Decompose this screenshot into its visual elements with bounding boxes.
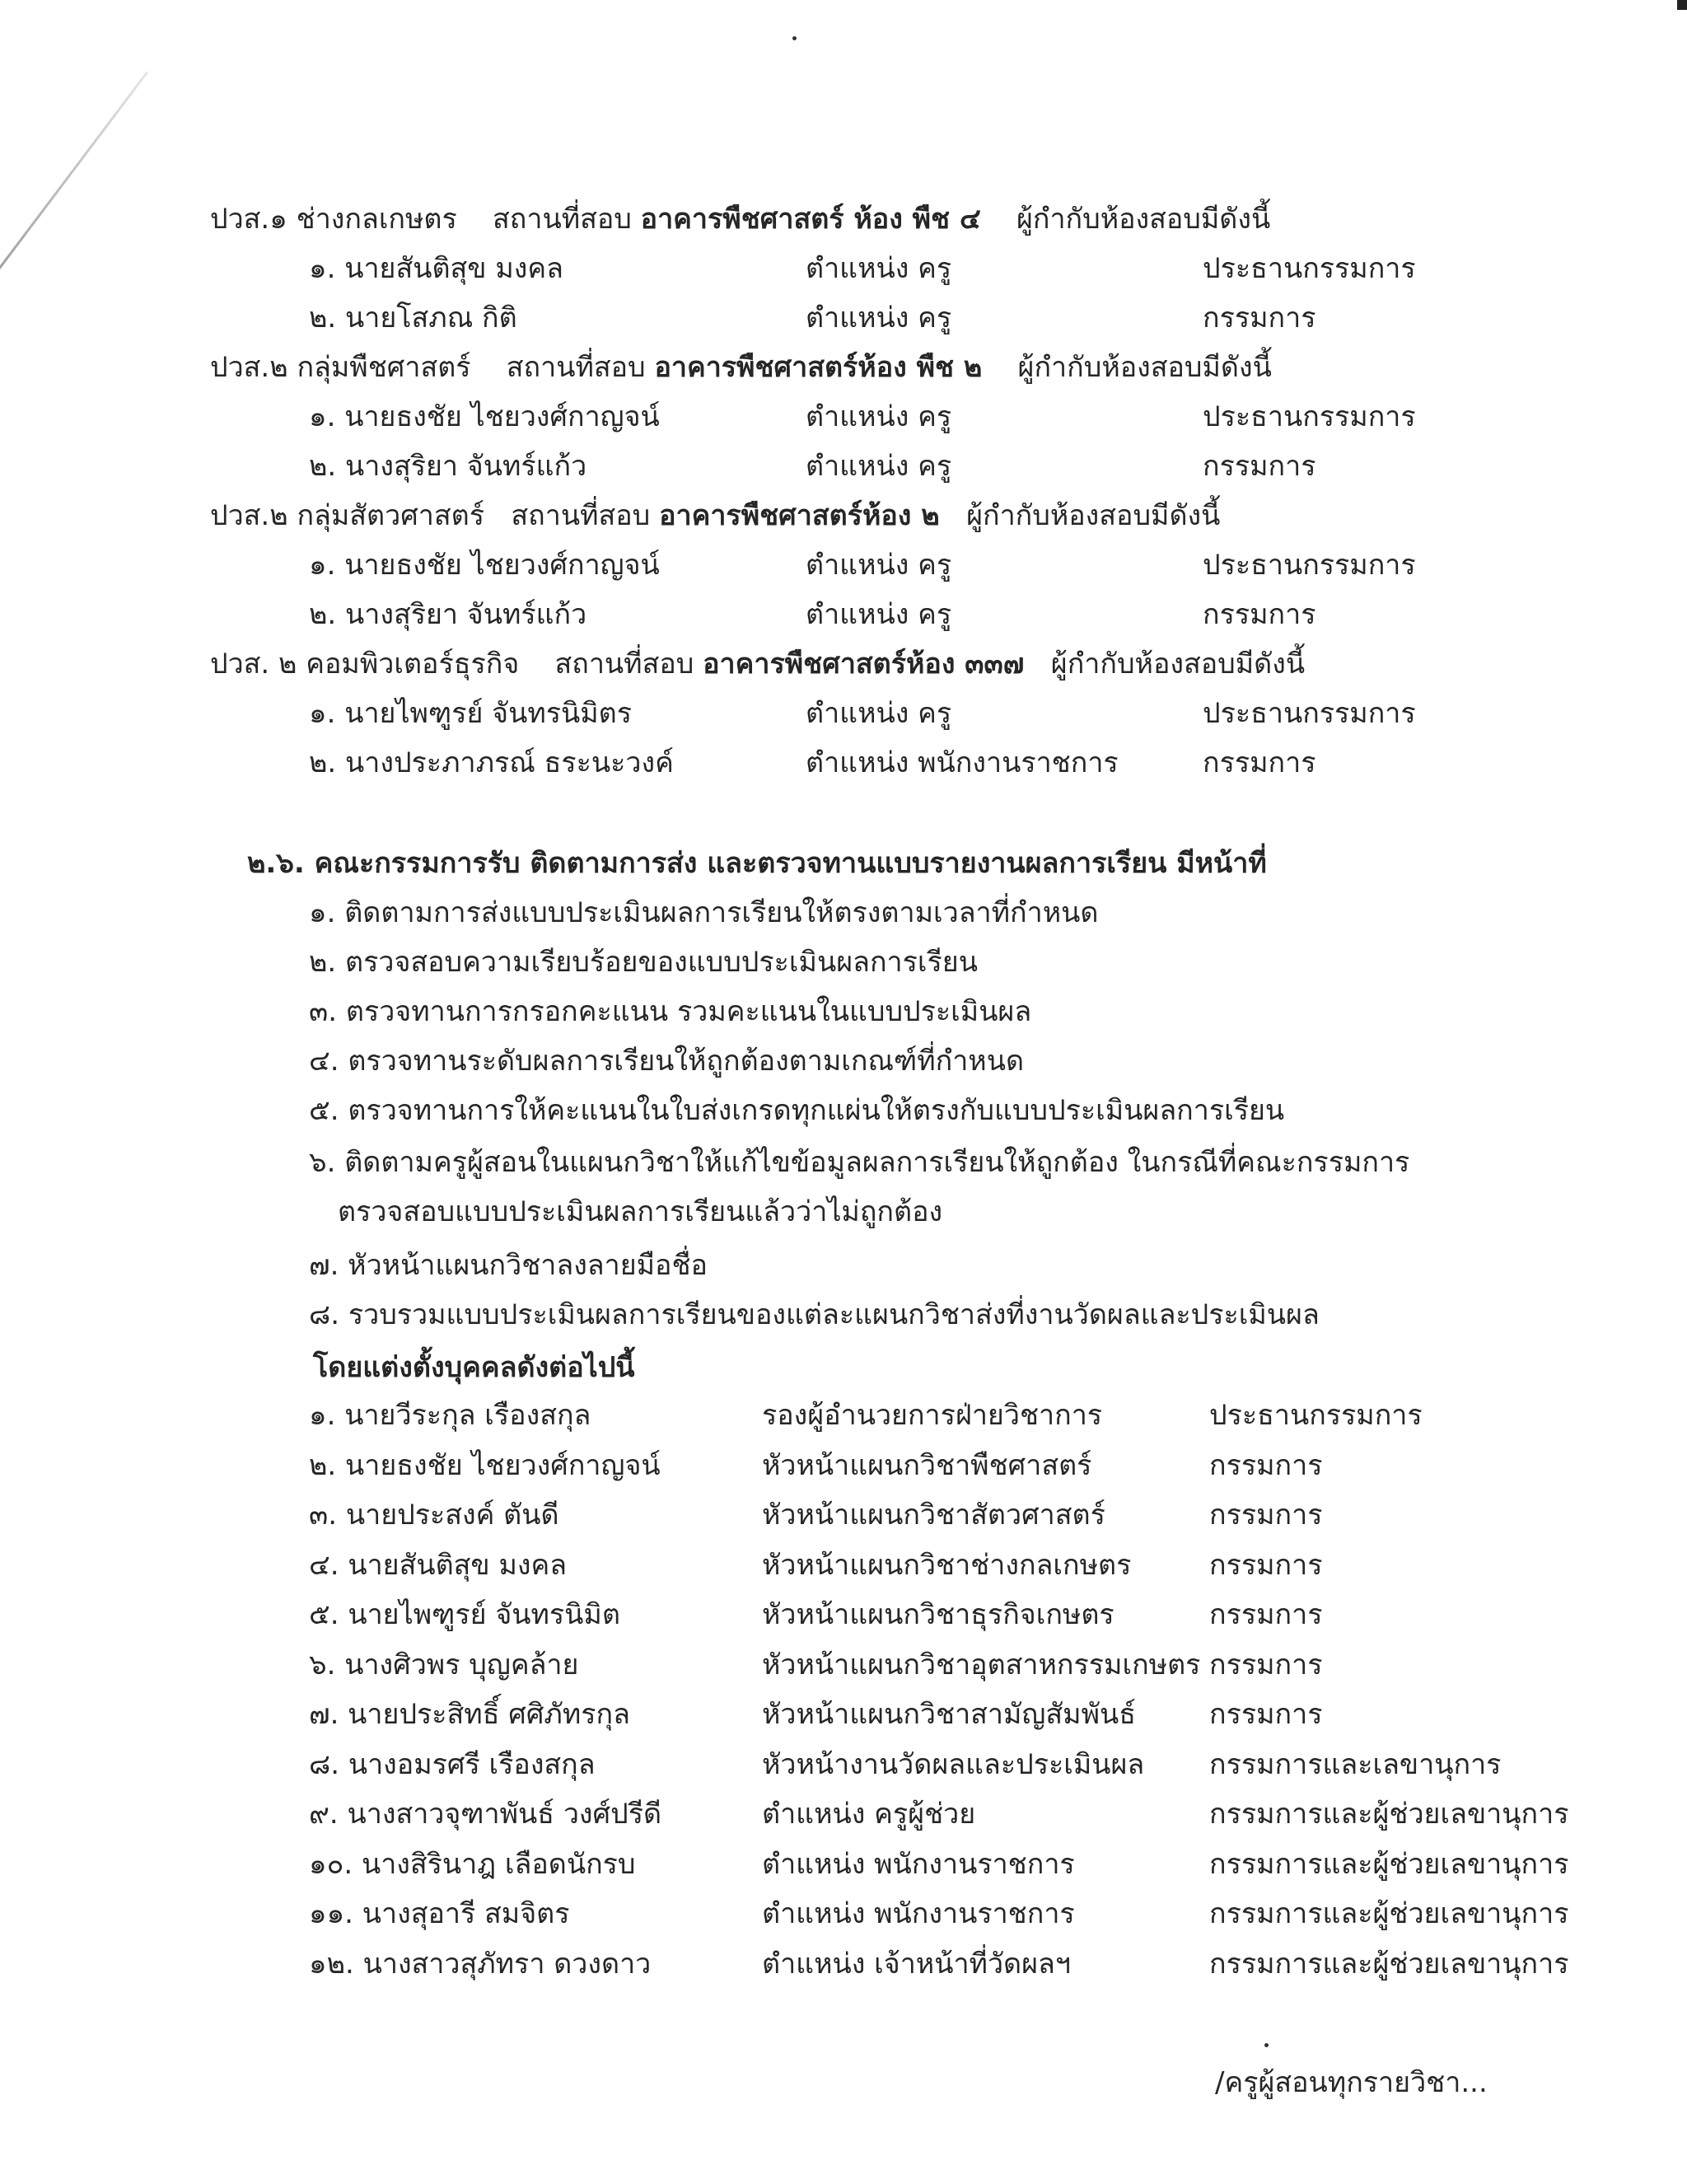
member-role: กรรมการและผู้ช่วยเลขานุการ [1209,1897,1569,1930]
scan-speck [1264,2043,1269,2047]
exam-room-member-row: ๑. นายสันติสุข มงคล ตำแหน่ง ครู ประธานกรรมการ [309,252,1416,285]
member-role: กรรมการ [1209,1548,1323,1582]
member-role: กรรมการและเลขานุการ [1209,1747,1502,1781]
exam-room-member-row: ๑. นายไพฑูรย์ จันทรนิมิตร ตำแหน่ง ครู ประธานกรรมการ [309,697,1416,730]
scan-corner-mark [1677,0,1687,10]
member-name: ๑๑. นางสุอารี สมจิตร [309,1897,570,1930]
member-row [0,1542,1687,1588]
duty-item: ๗. หัวหน้าแผนกวิชาลงลายมือชื่อ [309,1249,708,1282]
member-name: ๗. นายประสิทธิ์ ศศิภัทรกุล [309,1698,630,1731]
member-name: ๙. นางสาวจุฑาพันธ์ วงศ์ปรีดี [309,1798,662,1831]
member-position: หัวหน้าแผนกวิชาธุรกิจเกษตร [762,1598,1115,1631]
member-row [0,1941,1687,1987]
member-position: หัวหน้าแผนกวิชาช่างกลเกษตร [762,1548,1132,1582]
member-position: ตำแหน่ง ครูผู้ช่วย [762,1798,976,1831]
member-name: ๕. นายไพฑูรย์ จันทรนิมิต [309,1598,620,1631]
member-name: ๘. นางอมรศรี เรืองสกุล [309,1747,596,1781]
member-position: ตำแหน่ง เจ้าหน้าที่วัดผลฯ [762,1947,1071,1981]
member-position: หัวหน้าแผนกวิชาสัตวศาสตร์ [762,1499,1105,1532]
member-row [0,1691,1687,1737]
duty-item: ๔. ตรวจทานระดับผลการเรียนให้ถูกต้องตามเกณฑ์ที่กำหนด [309,1045,1025,1078]
member-name: ๒. นายธงชัย ไชยวงศ์กาญจน์ [309,1448,661,1482]
exam-room-member-row: ๒. นายโสภณ กิติ ตำแหน่ง ครู กรรมการ [309,302,1316,334]
duty-item: ๖. ติดตามครูผู้สอนในแผนกวิชาให้แก้ไขข้อมูลผลการเรียนให้ถูกต้อง ในกรณีที่คณะกรรมการ [309,1146,1410,1179]
member-position: ตำแหน่ง พนักงานราชการ [762,1847,1075,1881]
member-row [0,1742,1687,1788]
duty-item: ๕. ตรวจทานการให้คะแนนในใบส่งเกรดทุกแผ่นให้ตรงกับแบบประเมินผลการเรียน [309,1094,1285,1127]
member-name: ๑. นายวีระกุล เรืองสกุล [309,1399,591,1432]
member-row [0,1492,1687,1538]
member-row [0,1592,1687,1638]
exam-room-heading: ปวส. ๒ คอมพิวเตอร์ธุรกิจ สถานที่สอบ อาคารพืชศาสตร์ห้อง ๓๓๗ ผู้กำกับห้องสอบมีดังนี้ [210,648,1306,680]
exam-room-member-row: ๑. นายธงชัย ไชยวงศ์กาญจน์ ตำแหน่ง ครู ประธานกรรมการ [309,400,1416,433]
member-row [0,1791,1687,1837]
duty-item: ๑. ติดตามการส่งแบบประเมินผลการเรียนให้ตรงตามเวลาที่กำหนด [309,896,1099,929]
duty-item-continuation: ตรวจสอบแบบประเมินผลการเรียนแล้วว่าไม่ถูกต้อง [338,1195,943,1228]
member-row [0,1642,1687,1688]
member-role: กรรมการและผู้ช่วยเลขานุการ [1209,1798,1569,1831]
member-role: กรรมการ [1209,1499,1323,1532]
duty-item: ๓. ตรวจทานการกรอกคะแนน รวมคะแนนในแบบประเมินผล [309,995,1032,1028]
member-role: ประธานกรรมการ [1209,1399,1423,1432]
member-name: ๑๐. นางสิรินาฎ เลือดนักรบ [309,1847,636,1881]
member-name: ๔. นายสันติสุข มงคล [309,1548,568,1582]
footer-continuation: /ครูผู้สอนทุกรายวิชา... [1215,2066,1488,2099]
member-role: กรรมการ [1209,1598,1323,1631]
exam-room-member-row: ๒. นางสุริยา จันทร์แก้ว ตำแหน่ง ครู กรรมการ [309,598,1316,631]
member-position: รองผู้อำนวยการฝ่ายวิชาการ [762,1399,1103,1432]
member-row [0,1443,1687,1489]
exam-room-heading: ปวส.๑ ช่างกลเกษตร สถานที่สอบ อาคารพืชศาสตร์ ห้อง พืช ๔ ผู้กำกับห้องสอบมีดังนี้ [210,203,1271,236]
member-role: กรรมการ [1209,1448,1323,1482]
member-role: กรรมการและผู้ช่วยเลขานุการ [1209,1947,1569,1981]
member-position: ตำแหน่ง พนักงานราชการ [762,1897,1075,1930]
member-role: กรรมการและผู้ช่วยเลขานุการ [1209,1847,1569,1881]
appoint-heading: โดยแต่งตั้งบุคคลดังต่อไปนี้ [313,1351,635,1384]
exam-room-heading: ปวส.๒ กลุ่มพืชศาสตร์ สถานที่สอบ อาคารพืชศาสตร์ห้อง พืช ๒ ผู้กำกับห้องสอบมีดังนี้ [210,351,1272,384]
member-row [0,1841,1687,1887]
member-role: กรรมการ [1209,1698,1323,1731]
exam-room-member-row: ๒. นางประภาภรณ์ ธระนะวงค์ ตำแหน่ง พนักงานราชการ กรรมการ [309,746,1316,779]
member-row [0,1392,1687,1438]
exam-room-member-row: ๒. นางสุริยา จันทร์แก้ว ตำแหน่ง ครู กรรมการ [309,450,1316,483]
member-name: ๑๒. นางสาวสุภัทรา ดวงดาว [309,1947,652,1981]
section-heading: ๒.๖. คณะกรรมการรับ ติดตามการส่ง และตรวจทานแบบรายงานผลการเรียน มีหน้าที่ [247,847,1267,880]
member-row [0,1891,1687,1937]
scan-speck [792,36,797,40]
member-name: ๓. นายประสงค์ ตันดี [309,1499,559,1532]
member-name: ๖. นางศิวพร บุญคล้าย [309,1648,579,1681]
duty-item: ๘. รวบรวมแบบประเมินผลการเรียนของแต่ละแผนกวิชาส่งที่งานวัดผลและประเมินผล [309,1298,1320,1331]
member-position: หัวหน้าแผนกวิชาอุตสาหกรรมเกษตร [762,1648,1201,1681]
member-position: หัวหน้าแผนกวิชาสามัญสัมพันธ์ [762,1698,1136,1731]
exam-room-heading: ปวส.๒ กลุ่มสัตวศาสตร์ สถานที่สอบ อาคารพืชศาสตร์ห้อง ๒ ผู้กำกับห้องสอบมีดังนี้ [210,499,1221,532]
exam-room-member-row: ๑. นายธงชัย ไชยวงศ์กาญจน์ ตำแหน่ง ครู ประธานกรรมการ [309,549,1416,582]
member-role: กรรมการ [1209,1648,1323,1681]
duty-item: ๒. ตรวจสอบความเรียบร้อยของแบบประเมินผลการเรียน [309,946,978,979]
member-position: หัวหน้าแผนกวิชาพืชศาสตร์ [762,1448,1092,1482]
member-position: หัวหน้างานวัดผลและประเมินผล [762,1747,1145,1781]
